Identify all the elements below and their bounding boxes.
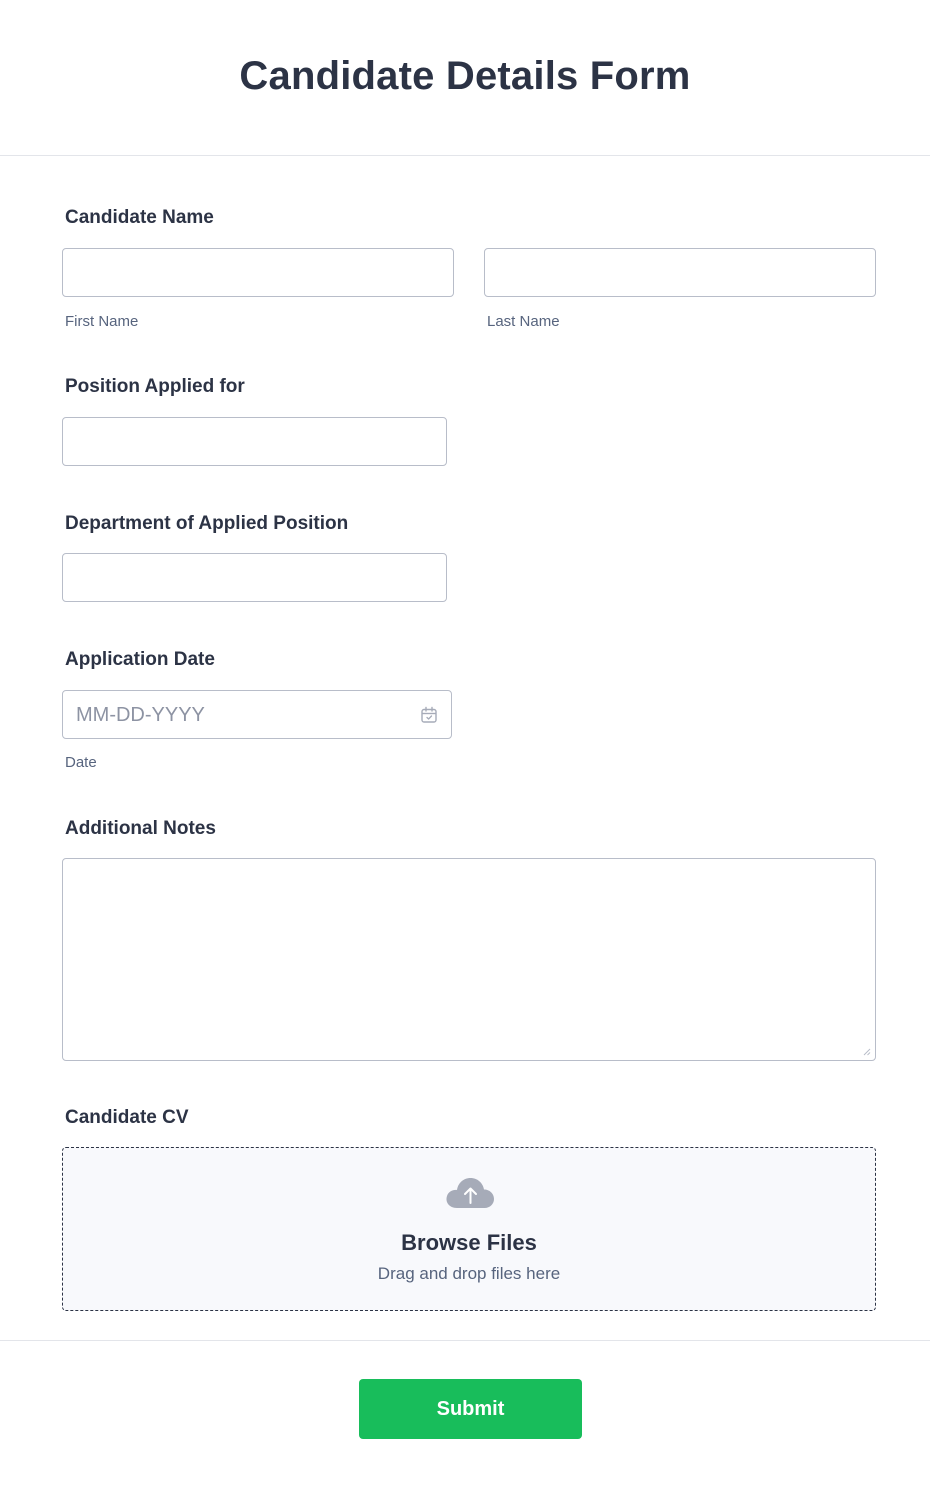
file-upload-dropzone[interactable] bbox=[62, 1147, 876, 1311]
last-name-sublabel: Last Name bbox=[487, 313, 560, 330]
additional-notes-label: Additional Notes bbox=[65, 818, 216, 839]
date-placeholder: MM-DD-YYYY bbox=[76, 704, 205, 726]
form-title: Candidate Details Form bbox=[239, 54, 691, 98]
footer-divider bbox=[0, 1340, 930, 1341]
date-sublabel: Date bbox=[65, 754, 97, 771]
application-date-input[interactable] bbox=[62, 690, 452, 739]
candidate-name-label: Candidate Name bbox=[65, 207, 214, 228]
additional-notes-textarea[interactable] bbox=[62, 858, 876, 1061]
position-input[interactable] bbox=[62, 417, 447, 466]
position-label: Position Applied for bbox=[65, 376, 245, 397]
last-name-input[interactable] bbox=[484, 248, 876, 297]
drag-drop-hint: Drag and drop files here bbox=[377, 1264, 561, 1283]
calendar-icon[interactable] bbox=[420, 706, 438, 724]
submit-button[interactable]: Submit bbox=[359, 1379, 582, 1439]
first-name-input[interactable] bbox=[62, 248, 454, 297]
candidate-cv-label: Candidate CV bbox=[65, 1107, 189, 1128]
department-label: Department of Applied Position bbox=[65, 513, 349, 534]
first-name-sublabel: First Name bbox=[65, 313, 139, 330]
form-header bbox=[0, 0, 930, 156]
resize-grip-icon[interactable] bbox=[861, 1046, 871, 1056]
browse-files-label[interactable]: Browse Files bbox=[401, 1230, 537, 1255]
application-date-label: Application Date bbox=[65, 649, 215, 670]
cloud-upload-icon bbox=[444, 1174, 496, 1212]
department-input[interactable] bbox=[62, 553, 447, 602]
